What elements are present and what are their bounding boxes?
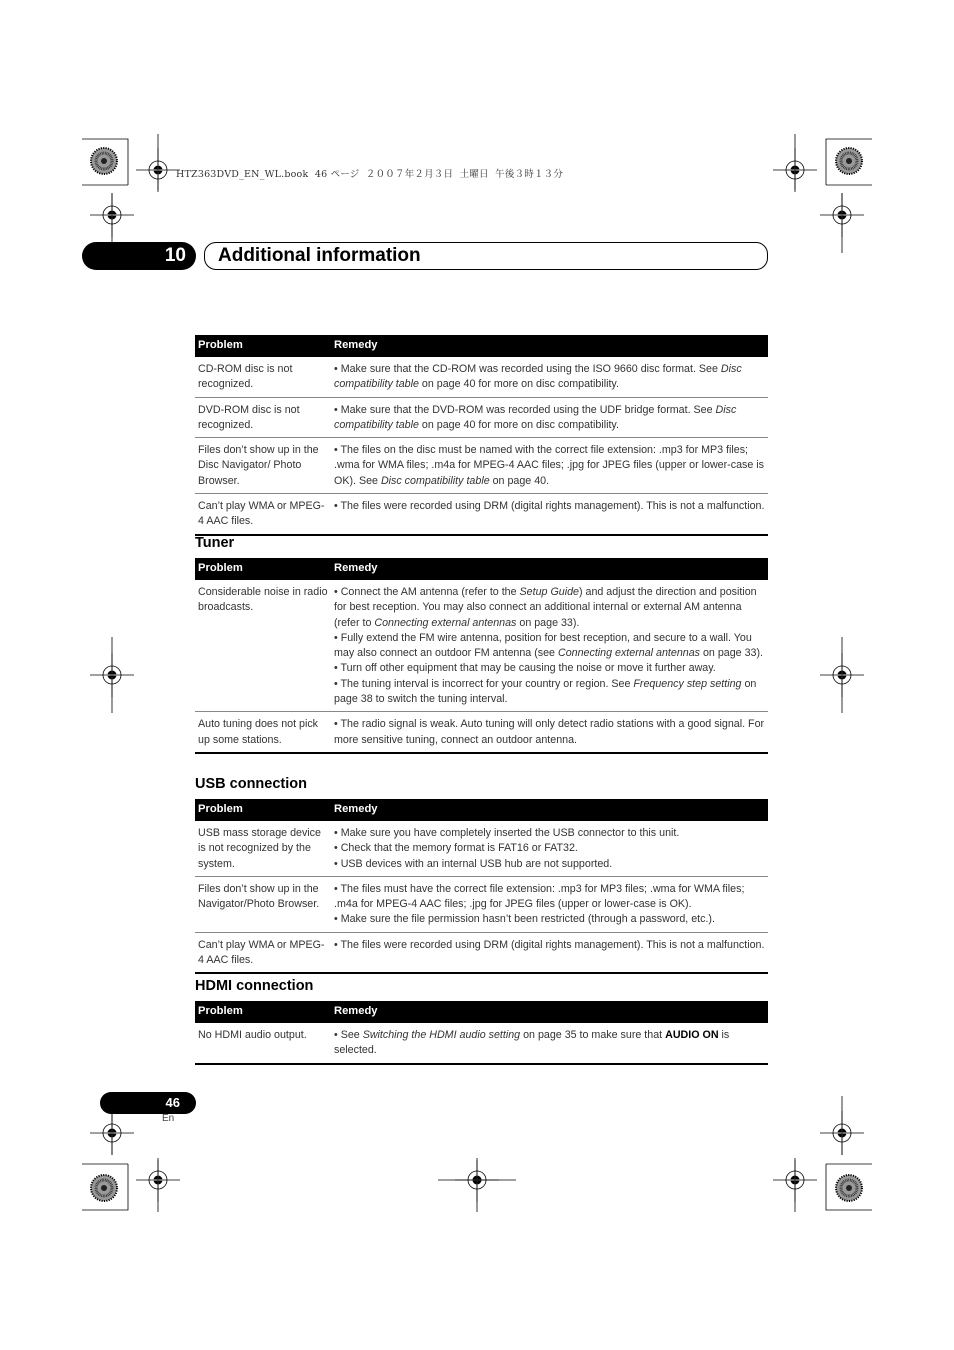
remedy-text: on page 33). <box>700 647 763 660</box>
remedy-bullet <box>334 403 765 434</box>
remedy-bullet <box>334 1028 765 1059</box>
remedy-cell <box>331 494 768 535</box>
remedy-cell <box>331 580 768 712</box>
remedy-bullet <box>334 661 765 676</box>
problem-cell: Considerable noise in radio broadcasts. <box>195 580 331 712</box>
remedy-text: • See <box>334 1029 363 1041</box>
remedy-text: on page 40 for more on disc compatibility. <box>418 378 619 391</box>
remedy-text: on page 35 to make sure that <box>520 1029 666 1041</box>
page-number: 46 <box>100 1092 196 1114</box>
remedy-cell <box>331 438 768 494</box>
cross-reference: Disc compatibility table <box>380 474 490 487</box>
remedy-text: on page 40 for more on disc compatibility. <box>418 418 619 431</box>
section-heading-tuner: Tuner <box>195 535 235 551</box>
problem-cell: Can’t play WMA or MPEG-4 AAC files. <box>195 494 331 535</box>
remedy-text: • Fully extend the FM wire antenna, position for best reception, and secure to a wall. You may also connect an outdoor FM antenna (see <box>334 631 752 660</box>
troubleshooting-table-usb <box>195 799 768 974</box>
problem-cell: Files don’t show up in the Disc Navigator/ Photo Browser. <box>195 438 331 494</box>
problem-cell: DVD-ROM disc is not recognized. <box>195 397 331 438</box>
table-row <box>195 357 768 397</box>
problem-cell: CD-ROM disc is not recognized. <box>195 357 331 397</box>
remedy-text: • Turn off other equipment that may be causing the noise or move it further away. <box>334 662 716 675</box>
column-header-remedy: Remedy <box>331 1001 768 1023</box>
remedy-bullet <box>334 912 765 927</box>
table-header-row <box>195 558 768 580</box>
remedy-text: • Make sure that the DVD-ROM was recorded using the UDF bridge format. See <box>334 403 716 416</box>
column-header-problem: Problem <box>195 1001 331 1023</box>
problem-cell: USB mass storage device is not recognized by the system. <box>195 821 331 876</box>
remedy-text: • Make sure you have completely inserted the USB connector to this unit. <box>334 827 680 839</box>
page-language: En <box>162 1113 175 1124</box>
problem-cell: Can’t play WMA or MPEG-4 AAC files. <box>195 932 331 973</box>
troubleshooting-table-disc <box>195 335 768 536</box>
problem-cell: No HDMI audio output. <box>195 1023 331 1064</box>
remedy-bullet <box>334 938 765 953</box>
remedy-cell <box>331 712 768 753</box>
chapter-title-box <box>204 242 768 270</box>
cross-reference: Frequency step setting <box>633 677 742 690</box>
remedy-text: • The radio signal is weak. Auto tuning will only detect radio stations with a good signal. For more sensitive tuning, connect an outdoor antenna. <box>334 718 765 746</box>
table-row <box>195 580 768 712</box>
table-row <box>195 876 768 932</box>
remedy-text: • The files on the disc must be named with the correct file extension: .mp3 for MP3 files; .wma for WMA files; .m4a for MPEG-4 AAC files; .jpg for JPEG files (upper or lower-case is OK). See <box>334 444 764 487</box>
table-row <box>195 821 768 876</box>
table-row <box>195 438 768 494</box>
cross-reference: Connecting external antennas <box>557 647 700 660</box>
remedy-text: • Check that the memory format is FAT16 or FAT32. <box>334 842 578 855</box>
remedy-text: on page 40. <box>489 474 550 487</box>
remedy-bullet <box>334 443 765 489</box>
setting-name: AUDIO ON <box>665 1029 719 1041</box>
remedy-text: on page 33). <box>516 616 580 629</box>
table-row <box>195 932 768 973</box>
column-header-problem: Problem <box>195 558 331 580</box>
remedy-text: • USB devices with an internal USB hub are not supported. <box>334 857 613 870</box>
cross-reference: Disc compatibility table <box>334 403 737 431</box>
table-row <box>195 1023 768 1064</box>
remedy-text: • Connect the AM antenna (refer to the <box>334 586 520 598</box>
remedy-cell <box>331 876 768 932</box>
table-row <box>195 397 768 438</box>
remedy-text: • Make sure the file permission hasn’t been restricted (through a password, etc.). <box>334 913 715 926</box>
cross-reference: Switching the HDMI audio setting <box>362 1029 521 1041</box>
cross-reference: Disc compatibility table <box>334 363 742 391</box>
remedy-cell <box>331 1023 768 1064</box>
remedy-bullet <box>334 841 765 856</box>
remedy-cell <box>331 357 768 397</box>
troubleshooting-table-tuner <box>195 558 768 754</box>
remedy-text: is selected. <box>334 1029 730 1057</box>
remedy-bullet <box>334 826 765 841</box>
remedy-bullet <box>334 882 765 913</box>
remedy-bullet <box>334 677 765 708</box>
remedy-text: • The files were recorded using DRM (digital rights management). This is not a malfunction. <box>334 938 765 951</box>
column-header-remedy: Remedy <box>331 335 768 357</box>
remedy-text: ) and adjust the direction and position for best reception. You may also connect an additional internal or external AM antenna (refer to <box>334 586 757 629</box>
problem-cell: Files don’t show up in the Navigator/Photo Browser. <box>195 876 331 932</box>
chapter-number: 10 <box>82 242 196 270</box>
table-row <box>195 712 768 753</box>
remedy-bullet <box>334 717 765 748</box>
remedy-cell <box>331 397 768 438</box>
table-row <box>195 494 768 535</box>
table-header-row <box>195 799 768 821</box>
remedy-bullet <box>334 631 765 662</box>
column-header-remedy: Remedy <box>331 558 768 580</box>
column-header-problem: Problem <box>195 799 331 821</box>
remedy-bullet <box>334 585 765 631</box>
remedy-bullet <box>334 857 765 872</box>
column-header-remedy: Remedy <box>331 799 768 821</box>
section-heading-usb: USB connection <box>195 776 307 792</box>
chapter-title: Additional information <box>218 245 421 266</box>
remedy-text: • The files were recorded using DRM (digital rights management). This is not a malfunction. <box>334 500 765 513</box>
print-header: HTZ363DVD_EN_WL.book 46 ページ ２００７年２月３日 土曜日 午後３時１３分 <box>176 169 564 180</box>
remedy-cell <box>331 932 768 973</box>
remedy-text: • The files must have the correct file extension: .mp3 for MP3 files; .wma for WMA files; .m4a for MPEG-4 AAC files; .jpg for JPEG files (upper or lower-case is OK). <box>334 882 745 911</box>
problem-cell: Auto tuning does not pick up some stations. <box>195 712 331 753</box>
cross-reference: Connecting external antennas <box>374 616 517 629</box>
remedy-bullet <box>334 499 765 514</box>
cross-reference: Setup Guide <box>519 586 579 598</box>
column-header-problem: Problem <box>195 335 331 357</box>
remedy-bullet <box>334 362 765 393</box>
remedy-text: • Make sure that the CD-ROM was recorded using the ISO 9660 disc format. See <box>334 363 721 375</box>
remedy-text: • The tuning interval is incorrect for your country or region. See <box>334 677 634 690</box>
table-header-row <box>195 1001 768 1023</box>
troubleshooting-table-hdmi <box>195 1001 768 1065</box>
remedy-cell <box>331 821 768 876</box>
table-header-row <box>195 335 768 357</box>
remedy-text: on page 38 to switch the tuning interval. <box>334 677 757 706</box>
section-heading-hdmi: HDMI connection <box>195 978 314 994</box>
